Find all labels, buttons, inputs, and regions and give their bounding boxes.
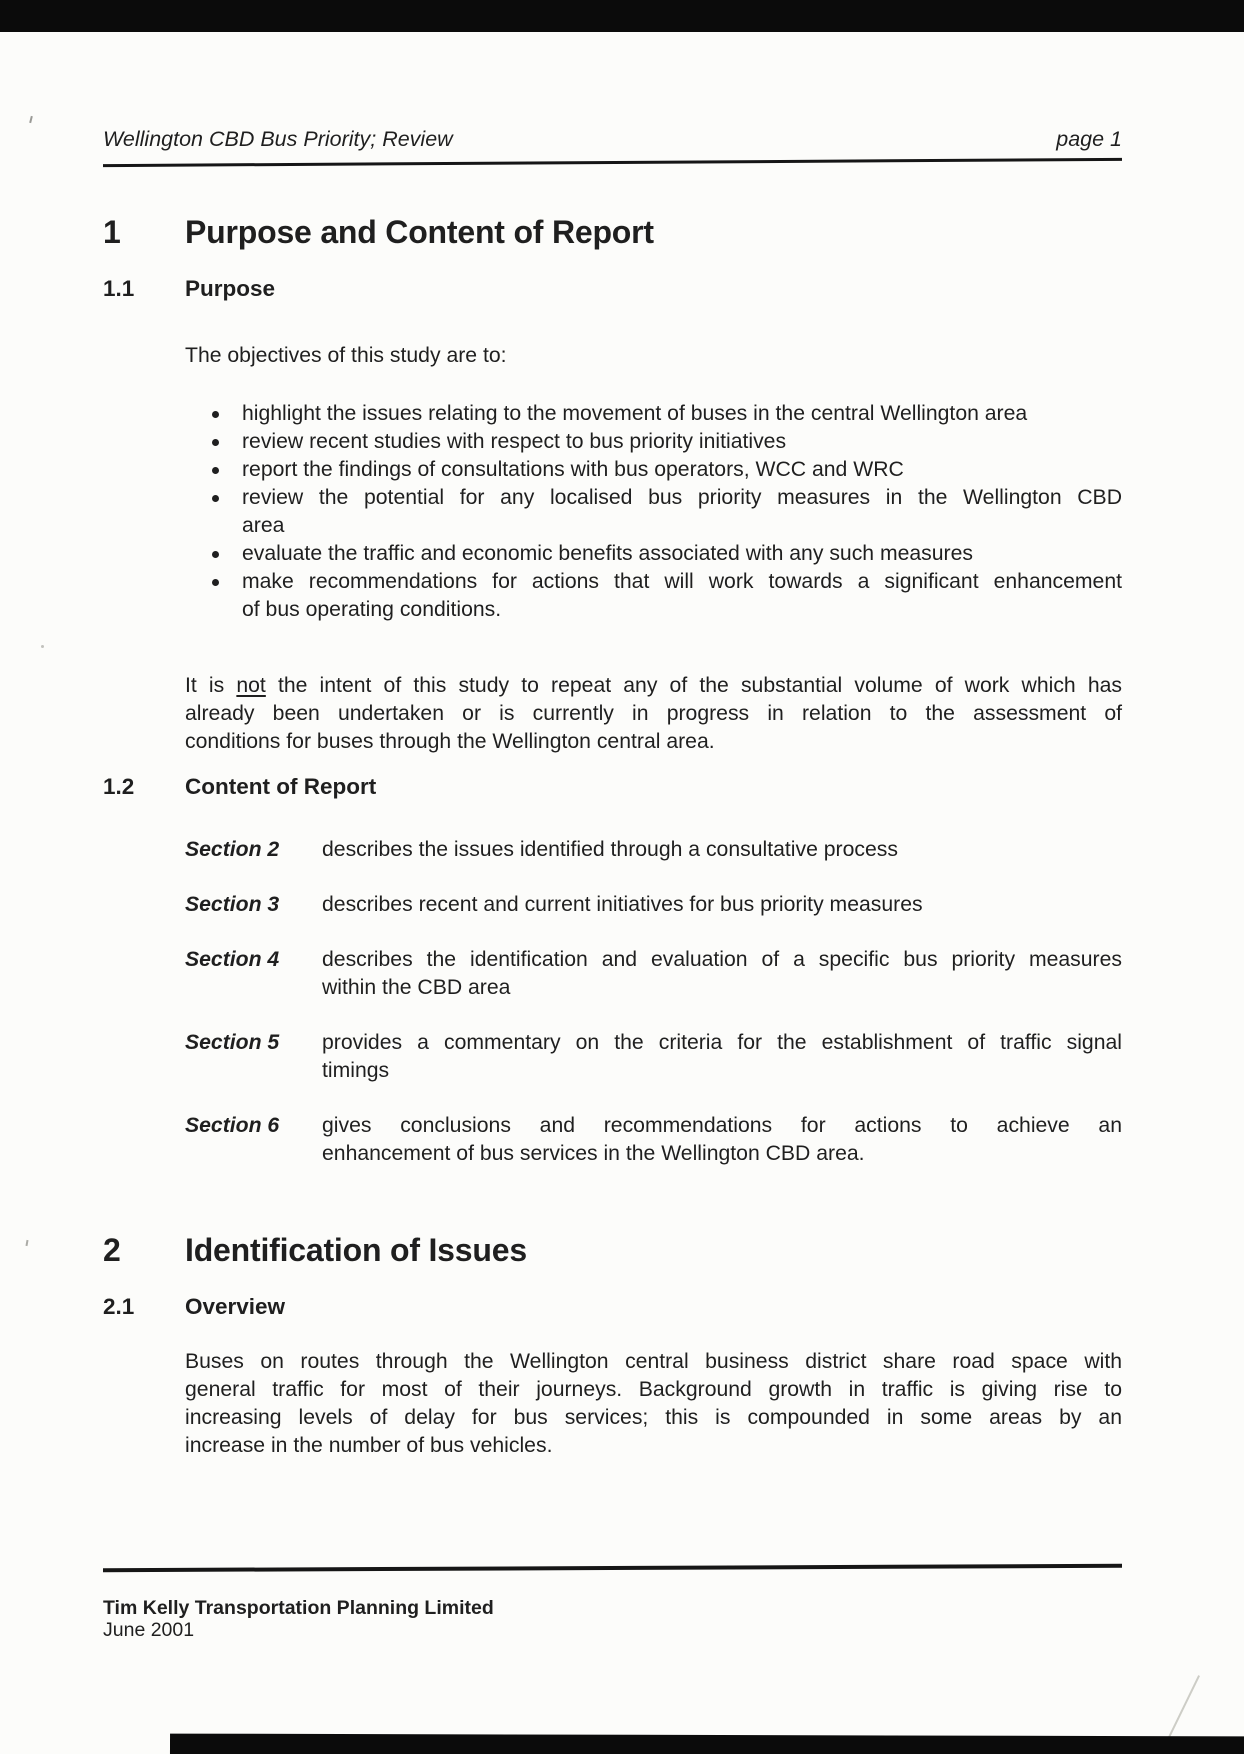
footer-date: June 2001 [103,1619,195,1641]
description-line: timings [322,1059,390,1082]
page-number: page 1 [1056,127,1122,151]
heading-number: 1 [103,214,121,250]
section-ref-description [322,836,1122,864]
underlined-word: not [236,674,266,697]
description-line: gives conclusions and recommendations for actions to achieve an [322,1114,1122,1137]
list-item [185,484,1122,540]
description-line: describes the issues identified through a consultative process [322,838,898,861]
section-ref-description [322,946,1122,1002]
bullet-line: review recent studies with respect to bus priority initiatives [242,430,787,453]
heading-section-1-1 [103,276,1122,302]
scan-speck [25,1240,28,1246]
heading-number: 2.1 [103,1294,135,1319]
description-line: describes the identification and evaluation of a specific bus priority measures [322,948,1122,971]
section-ref-description [322,891,1122,919]
footer-text [103,1597,1122,1641]
page-content [103,0,1122,1460]
list-item [185,400,1122,428]
paragraph-line: Buses on routes through the Wellington central business district share road space with [185,1350,1122,1373]
scan-speck [41,645,44,648]
section-ref-description [322,1112,1122,1168]
description-line: describes recent and current initiatives for bus priority measures [322,893,923,916]
bullet-line: highlight the issues relating to the movement of buses in the central Wellington area [242,402,1028,425]
text-run: the intent of this study to repeat any of the substantial volume of work which has [265,674,1122,697]
document-title: Wellington CBD Bus Priority; Review [103,127,453,151]
description-line: enhancement of bus services in the Wellington CBD area. [322,1142,865,1165]
heading-title: Overview [185,1294,286,1319]
section-ref-description [322,1029,1122,1085]
section-ref-label: Section 6 [185,1114,280,1137]
objectives-bullet-list [185,400,1122,624]
heading-section-1 [103,214,1122,250]
bullet-line: evaluate the traffic and economic benefits associated with any such measures [242,542,973,565]
bullet-line: area [242,514,285,537]
content-item-section-6 [185,1112,1122,1168]
description-line: provides a commentary on the criteria for the establishment of traffic signal [322,1031,1122,1054]
content-item-section-4 [185,946,1122,1002]
heading-number: 2 [103,1232,121,1268]
section-ref-label: Section 3 [185,893,280,916]
content-item-section-5 [185,1029,1122,1085]
overview-paragraph [185,1348,1122,1460]
list-item [185,540,1122,568]
paragraph-line [185,672,1122,700]
paragraph-line: The objectives of this study are to: [185,344,507,367]
heading-number: 1.2 [103,774,135,799]
heading-title: Purpose [185,276,276,301]
section-ref-label: Section 4 [185,948,280,971]
footer-company: Tim Kelly Transportation Planning Limited [103,1597,494,1619]
note-paragraph [185,672,1122,756]
bullet-line: make recommendations for actions that will work towards a significant enhancement [242,570,1122,593]
paragraph-line: conditions for buses through the Wellington central area. [185,730,715,753]
bullet-line: of bus operating conditions. [242,598,502,621]
paragraph-line: increasing levels of delay for bus services; this is compounded in some areas by an [185,1406,1122,1429]
text-run: It is [185,674,237,697]
scan-speck [29,116,33,123]
list-item [185,428,1122,456]
bullet-line: report the findings of consultations with bus operators, WCC and WRC [242,458,904,481]
paragraph-line: general traffic for most of their journeys. Background growth in traffic is giving rise to [185,1378,1122,1401]
header-rule [103,158,1122,167]
section-ref-label: Section 2 [185,838,280,861]
list-item [185,568,1122,624]
section-ref-label: Section 5 [185,1031,280,1054]
purpose-intro [185,342,1122,370]
description-line: within the CBD area [322,976,511,999]
heading-number: 1.1 [103,276,135,301]
scanner-edge-bar-bottom [170,1734,1244,1754]
content-item-section-3 [185,891,1122,919]
page-footer [103,1566,1122,1641]
footer-rule [103,1564,1122,1572]
list-item [185,456,1122,484]
paragraph-line: increase in the number of bus vehicles. [185,1434,553,1457]
heading-section-2-1 [103,1294,1122,1320]
running-header [103,0,1122,151]
heading-title: Purpose and Content of Report [185,214,654,250]
heading-section-2 [103,1232,1122,1268]
heading-title: Content of Report [185,774,377,799]
heading-section-1-2 [103,774,1122,800]
heading-title: Identification of Issues [185,1232,527,1268]
paragraph-line: already been undertaken or is currently in progress in relation to the assessment of [185,702,1122,725]
content-item-section-2 [185,836,1122,864]
bullet-line: review the potential for any localised bus priority measures in the Wellington CBD [242,486,1122,509]
